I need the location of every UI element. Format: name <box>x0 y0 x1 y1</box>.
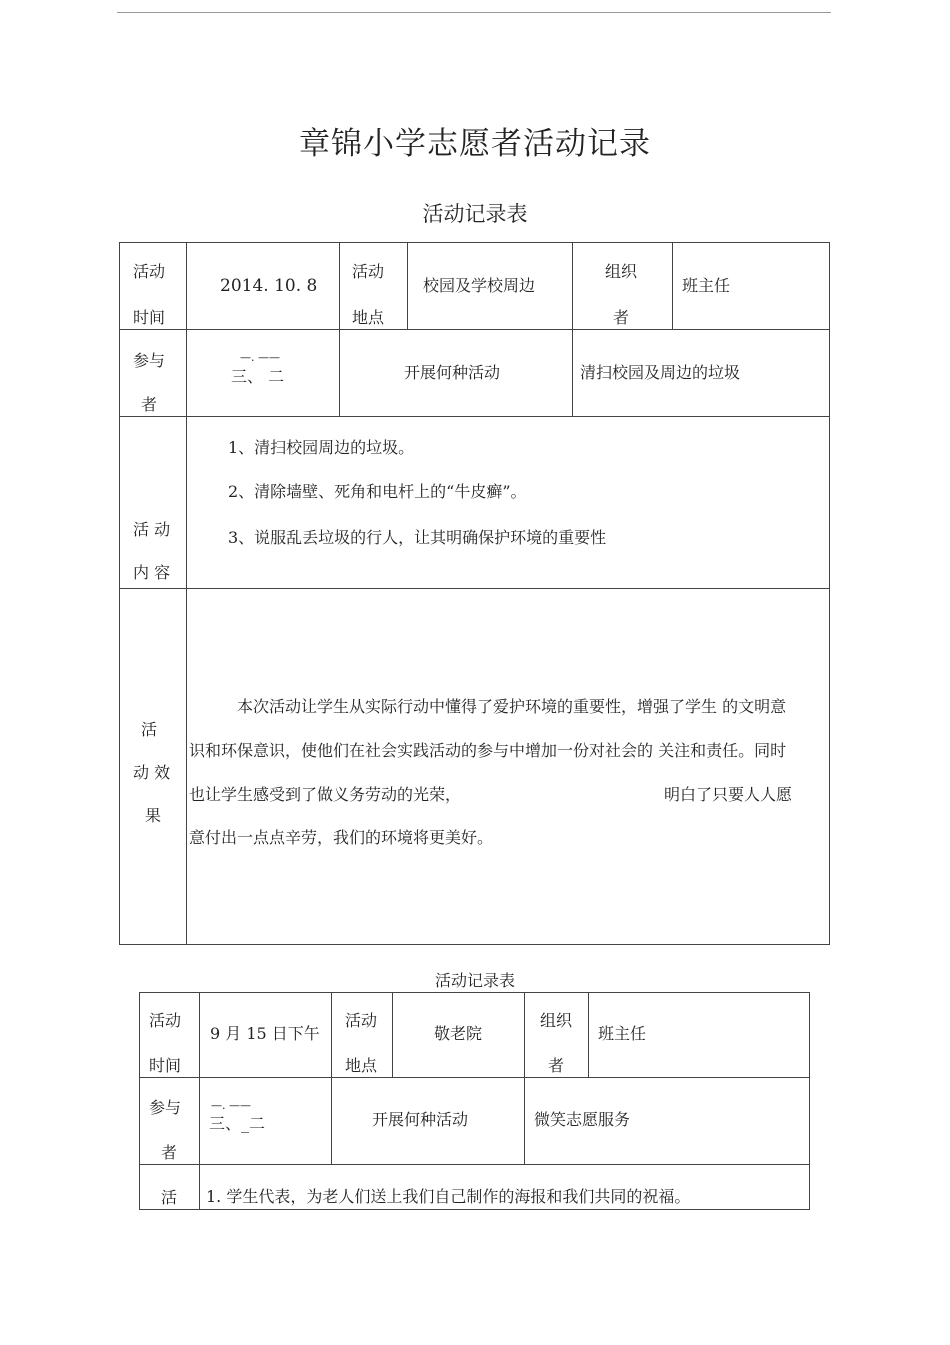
table1-col-divider <box>407 242 408 329</box>
participant-label: 参与 <box>133 351 166 370</box>
time-label: 时间 <box>149 1056 182 1075</box>
activity-description: 微笑志愿服务 <box>534 1110 631 1129</box>
table2-col-divider <box>524 992 525 1164</box>
participants: —. —— <box>211 1099 251 1112</box>
organizer-label: 者 <box>613 308 630 327</box>
participant-label: 者 <box>161 1143 178 1162</box>
table2-row-divider <box>139 1164 810 1165</box>
organizer: 班主任 <box>682 276 731 295</box>
organizer-label: 者 <box>548 1056 565 1075</box>
table1-col-divider <box>672 242 673 329</box>
activity-place: 校园及学校周边 <box>423 276 536 295</box>
table2-col-divider <box>199 992 200 1210</box>
table2-col-divider <box>392 992 393 1077</box>
participants: —. —— <box>240 351 280 364</box>
effect-label: 活 <box>141 720 158 739</box>
effect-text-line: 本次活动让学生从实际行动中懂得了爱护环境的重要性，增强了学生 的文明意 <box>237 697 787 716</box>
content-label: 活 <box>161 1188 178 1207</box>
time-label: 活动 <box>149 1011 182 1030</box>
page-top-rule <box>117 12 831 13</box>
organizer: 班主任 <box>598 1024 647 1043</box>
activity-time: 9 月 15 日下午 <box>210 1024 320 1043</box>
activity-description: 清扫校园及周边的垃圾 <box>580 363 741 382</box>
content-item: 1、清扫校园周边的垃圾。 <box>228 438 415 457</box>
effect-text-line: 识和环保意识，使他们在社会实践活动的参与中增加一份对社会的 关注和责任。同时 <box>189 741 787 760</box>
time-label: 时间 <box>133 308 166 327</box>
table2-col-divider <box>331 992 332 1164</box>
table1-subtitle: 活动记录表 <box>422 202 528 226</box>
table1-col-divider <box>186 242 187 945</box>
content-item: 1. 学生代表，为老人们送上我们自己制作的海报和我们共同的祝福。 <box>206 1187 691 1206</box>
activity-place: 敬老院 <box>434 1024 483 1043</box>
page-title: 章锦小学志愿者活动记录 <box>299 126 651 162</box>
effect-text-line: 也让学生感受到了做义务劳动的光荣， <box>189 785 462 804</box>
effect-label: 动 效 <box>133 763 171 782</box>
table2-row-divider <box>139 1077 810 1078</box>
table2-subtitle: 活动记录表 <box>434 971 515 990</box>
participant-label: 者 <box>141 395 158 414</box>
place-label: 活动 <box>352 262 385 281</box>
participants: 三、 二 <box>231 367 285 386</box>
organizer-label: 组织 <box>540 1011 573 1030</box>
organizer-label: 组织 <box>605 262 638 281</box>
effect-text-line: 明白了只要人人愿 <box>664 785 793 804</box>
effect-label: 果 <box>145 806 162 825</box>
table1-row-divider <box>119 588 830 589</box>
participant-label: 参与 <box>149 1098 182 1117</box>
activity-type-label: 开展何种活动 <box>404 363 501 382</box>
content-label: 内 容 <box>133 563 171 582</box>
place-label: 活动 <box>345 1011 378 1030</box>
table2-col-divider <box>588 992 589 1077</box>
table1-col-divider <box>339 242 340 416</box>
time-label: 活动 <box>133 262 166 281</box>
activity-type-label: 开展何种活动 <box>372 1110 469 1129</box>
table1-row-divider <box>119 416 830 417</box>
place-label: 地点 <box>352 308 385 327</box>
content-item: 3、说服乱丢垃圾的行人，让其明确保护环境的重要性 <box>228 528 607 547</box>
participants: 三、_二 <box>209 1114 266 1133</box>
content-label: 活 动 <box>133 520 171 539</box>
table1-col-divider <box>572 242 573 416</box>
activity-time: 2014. 10. 8 <box>220 276 318 296</box>
place-label: 地点 <box>345 1056 378 1075</box>
effect-text-line: 意付出一点点辛劳，我们的环境将更美好。 <box>189 828 494 847</box>
table1-row-divider <box>119 329 830 330</box>
content-item: 2、清除墙壁、死角和电杆上的“牛皮癣”。 <box>228 482 527 501</box>
